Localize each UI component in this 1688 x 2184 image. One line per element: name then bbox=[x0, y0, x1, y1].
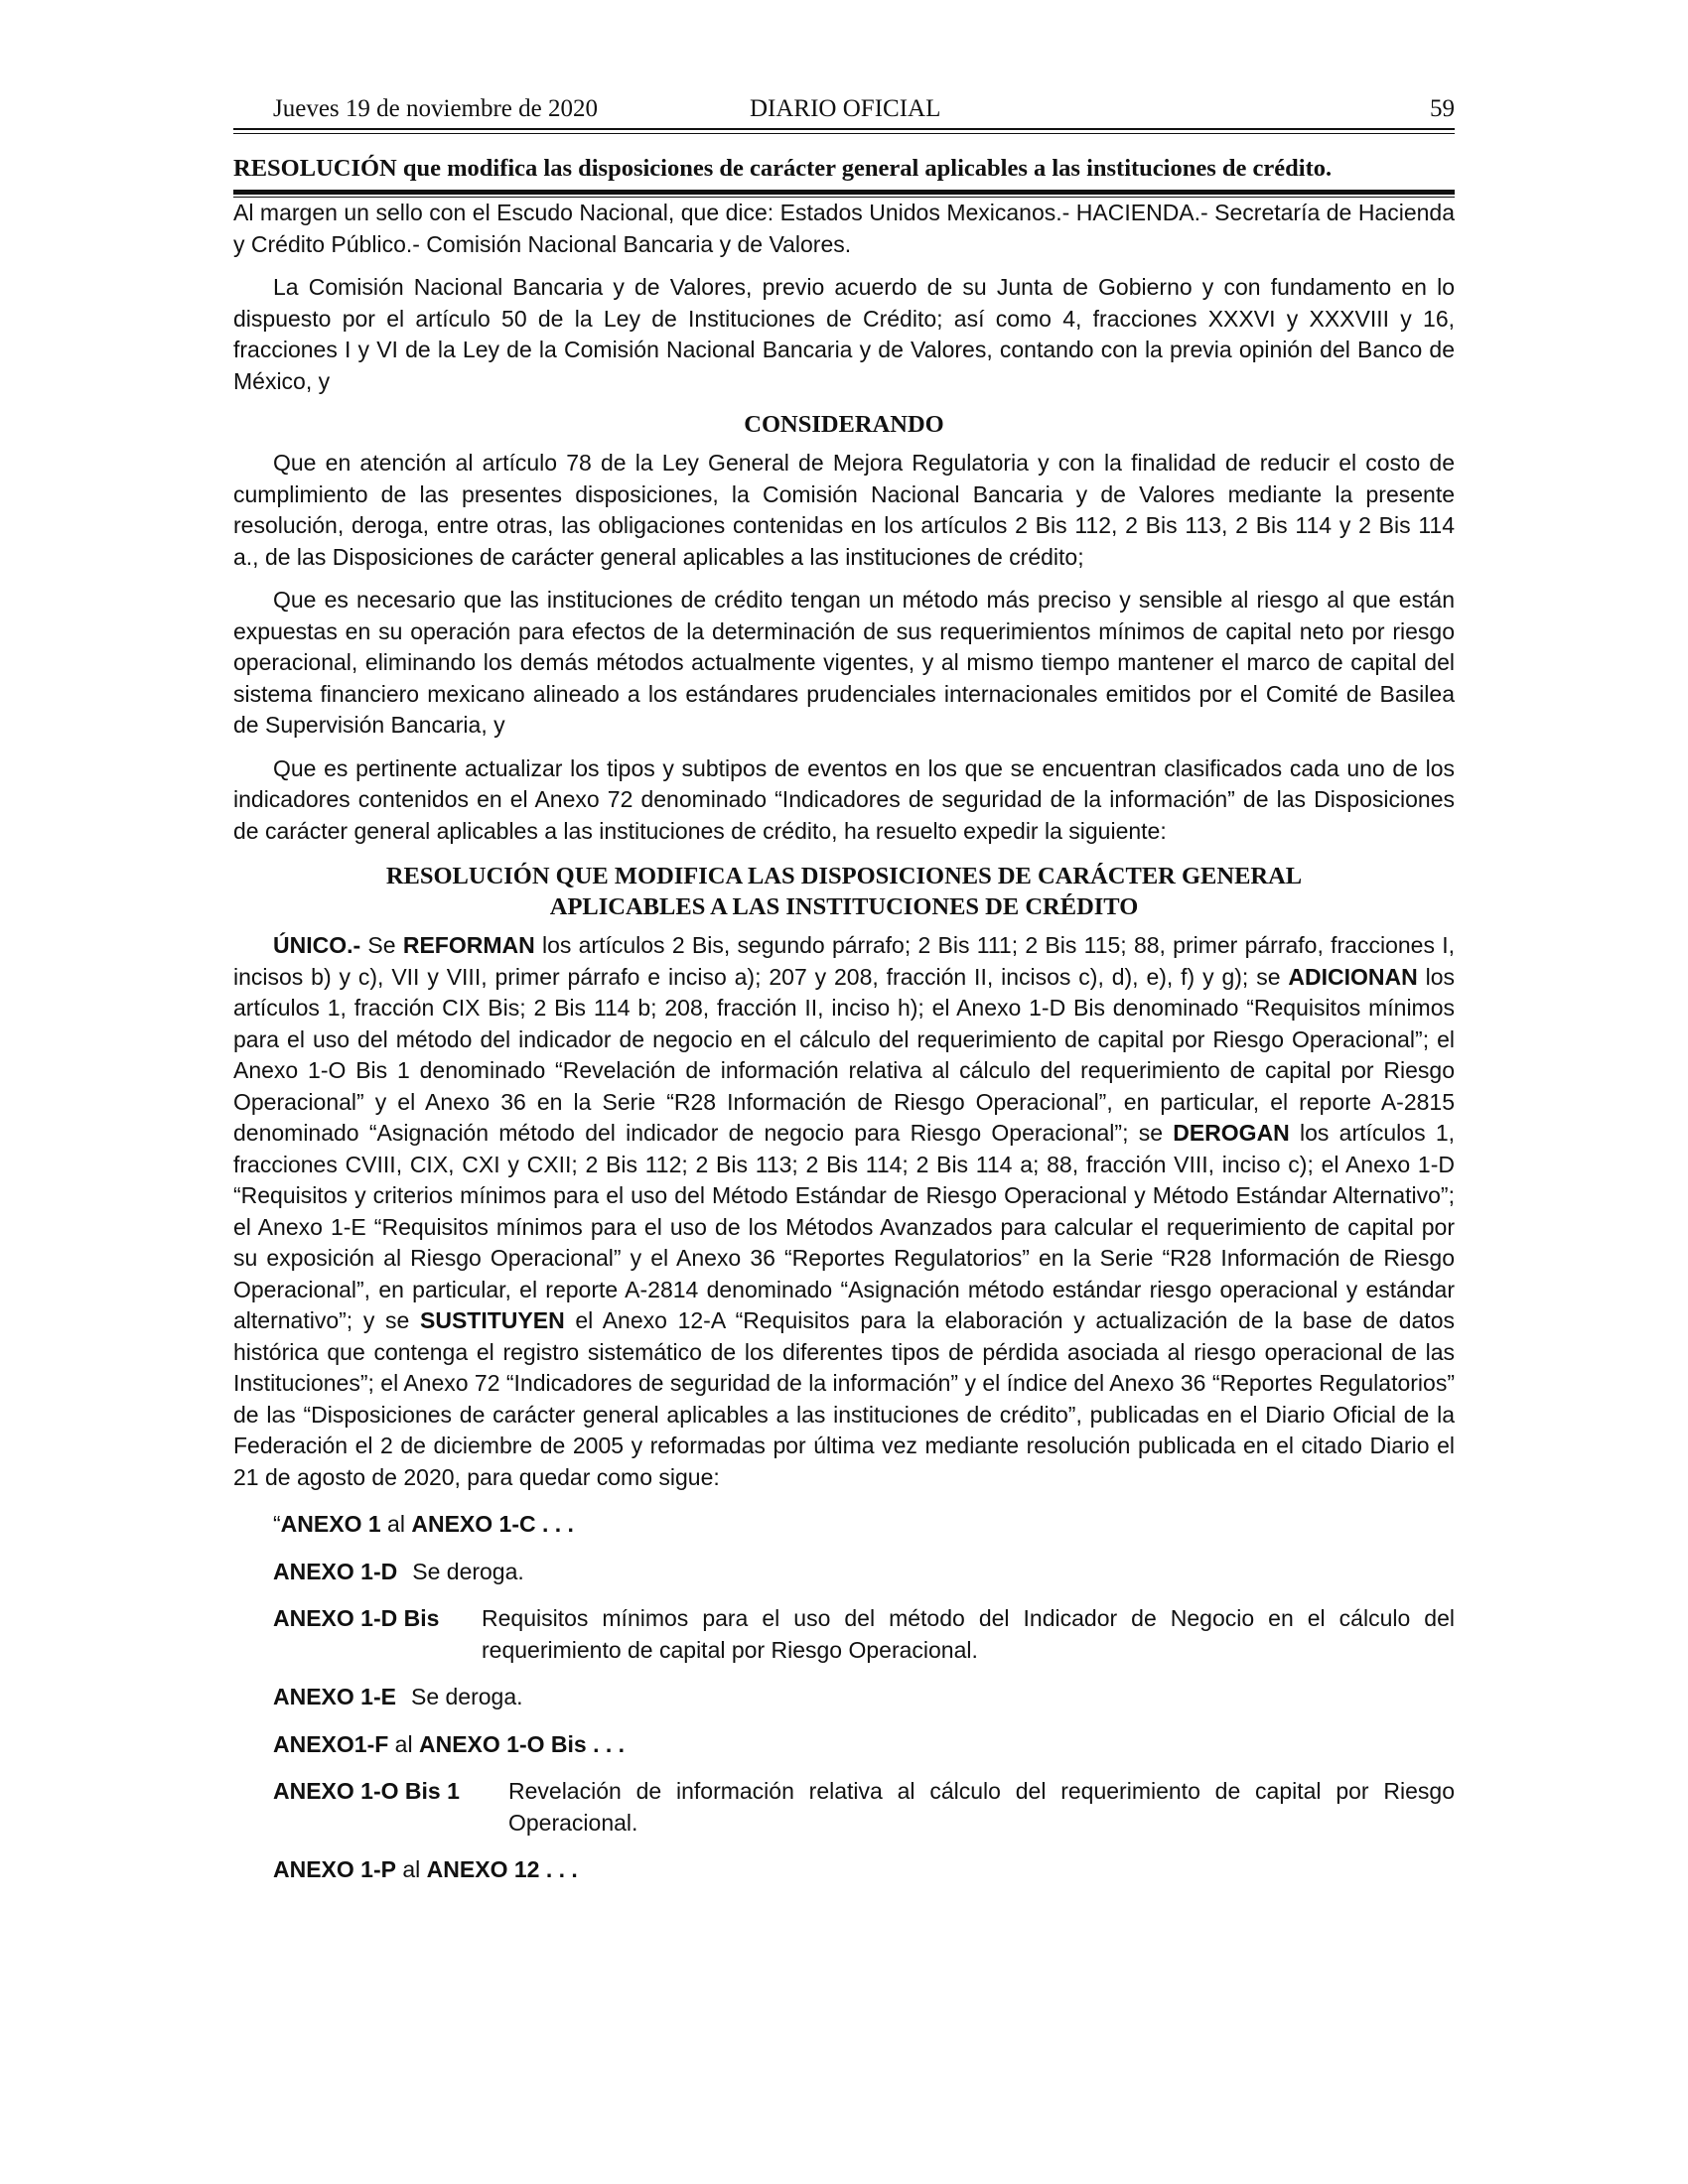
open-quote: “ bbox=[273, 1511, 281, 1537]
seal-note: Al margen un sello con el Escudo Nacional, que dice: Estados Unidos Mexicanos.- HACIENDA.- Secretaría de Hacienda y Crédito Público.- Comisión Nacional Bancaria y de Valores. bbox=[233, 200, 1455, 257]
document-page bbox=[233, 94, 1455, 1886]
sustituyen-keyword: SUSTITUYEN bbox=[420, 1307, 565, 1333]
anexo-key: ANEXO 1 bbox=[280, 1511, 381, 1537]
page-header bbox=[233, 94, 1455, 126]
anexo-key: ANEXO 1-E bbox=[273, 1684, 396, 1709]
anexo-key: ANEXO 1-P bbox=[273, 1856, 396, 1882]
preamble: La Comisión Nacional Bancaria y de Valores, previo acuerdo de su Junta de Gobierno y con fundamento en lo dispuesto por el artículo 50 de la Ley de Instituciones de Crédito; así como 4, fracciones XXXVI y XXXVIII y 16, fracciones I y VI de la Ley de la Comisión Nacional Bancaria y de Valores, contando con la previa opinión del Banco de México, y bbox=[233, 274, 1455, 394]
header-date: Jueves 19 de noviembre de 2020 bbox=[273, 95, 599, 122]
unico-paragraph bbox=[233, 930, 1455, 1493]
header-rule bbox=[233, 128, 1455, 134]
reforman-keyword: REFORMAN bbox=[402, 932, 535, 958]
header-publication: DIARIO OFICIAL bbox=[750, 95, 941, 122]
document-body bbox=[233, 198, 1455, 1886]
anexo-item bbox=[233, 1603, 1455, 1666]
adicionan-keyword: ADICIONAN bbox=[1288, 963, 1418, 990]
anexo-connector: al bbox=[380, 1511, 412, 1537]
anexo-key: ANEXO 1-D bbox=[273, 1558, 398, 1584]
anexo-key: ANEXO 1-O Bis . . . bbox=[418, 1730, 626, 1757]
anexo-item bbox=[233, 1729, 1455, 1761]
title-rule-thick bbox=[233, 190, 1455, 195]
anexo-item bbox=[233, 1854, 1455, 1886]
considerando-paragraph: Que en atención al artículo 78 de la Ley General de Mejora Regulatoria y con la finalidad de reducir el costo de cumplimiento de las presentes disposiciones, la Comisión Nacional Bancaria y de Valores mediante la presente resolución, deroga, entre otras, las obligaciones contenidas en los artículos 2 Bis 112, 2 Bis 113, 2 Bis 114 y 2 Bis 114 a., de las Disposiciones de carácter general aplicables a las instituciones de crédito; bbox=[233, 450, 1455, 570]
unico-text: Se bbox=[360, 932, 403, 958]
header-page-number: 59 bbox=[1430, 95, 1455, 122]
considerando-paragraph: Que es necesario que las instituciones de crédito tengan un método más preciso y sensible al riesgo al que están expuestas en su operación para efectos de la determinación de sus requerimientos mínimos de capital neto por riesgo operacional, eliminando los demás métodos actualmente vigentes, y al mismo tiempo mantener el marco de capital del sistema financiero mexicano alineado a los estándares prudenciales internacionales emitidos por el Comité de Basilea de Supervisión Bancaria, y bbox=[233, 587, 1455, 738]
anexo-item bbox=[233, 1557, 1455, 1588]
anexo-desc: Se deroga. bbox=[410, 1684, 523, 1709]
resolution-heading bbox=[233, 861, 1455, 922]
considerando-heading: CONSIDERANDO bbox=[744, 411, 944, 438]
resolution-heading-line: APLICABLES A LAS INSTITUCIONES DE CRÉDITO bbox=[549, 893, 1139, 920]
anexo-desc: Revelación de información relativa al cálculo del requerimiento de capital por Riesgo Operacional. bbox=[508, 1778, 1455, 1836]
anexo-key: ANEXO 1-O Bis 1 bbox=[273, 1778, 460, 1804]
derogan-keyword: DEROGAN bbox=[1173, 1120, 1290, 1146]
anexo-key: ANEXO1-F bbox=[273, 1730, 389, 1757]
unico-text: los artículos 1, fracción CIX Bis; 2 Bis 114 b; 208, fracción II, inciso h); el Anexo 1-D Bis denominado “Requisitos mínimos para el uso del método del indicador de negocio en el cálculo del requerimiento de capital por Riesgo Operacional”; el Anexo 1-O Bis 1 denominado “Revelación de información relativa al cálculo del requerimiento de capital por Riesgo Operacional” y el Anexo 36 en la Serie “R28 Información de Riesgo Operacional”, en particular, el reporte A-2815 denominado “Asignación método del indicador de negocio para Riesgo Operacional”; se bbox=[233, 963, 1456, 1146]
anexo-connector: al bbox=[395, 1856, 427, 1882]
unico-text: los artículos 2 Bis, segundo párrafo; 2 Bis 111; 2 Bis 115; 88, primer párrafo, fracciones I, incisos b) y c), VII y VIII, primer párrafo e inciso a); 207 y 208, fracción II, incisos c), d), e), f) y g); se bbox=[233, 932, 1455, 990]
anexo-item bbox=[233, 1509, 1455, 1541]
anexo-item bbox=[233, 1682, 1455, 1713]
anexo-desc: Se deroga. bbox=[412, 1558, 524, 1584]
unico-text: los artículos 1, fracciones CVIII, CIX, CXI y CXII; 2 Bis 112; 2 Bis 113; 2 Bis 114; 2 Bis 114 a; 88, fracción VIII, inciso c); el Anexo 1-D “Requisitos y criterios mínimos para el uso del Método Estándar de Riesgo Operacional y Método Estándar Alternativo”; el Anexo 1-E “Requisitos mínimos para el uso de los Métodos Avanzados para calcular el requerimiento de capital por su exposición al Riesgo Operacional” y el Anexo 36 “Reportes Regulatorios” en la Serie “R28 Información de Riesgo Operacional”, en particular, el reporte A-2814 denominado “Asignación método estándar riesgo operacional y estándar alternativo”; y se bbox=[233, 1120, 1456, 1333]
considerando-paragraph: Que es pertinente actualizar los tipos y subtipos de eventos en los que se encuentran clasificados cada uno de los indicadores contenidos en el Anexo 72 denominado “Indicadores de seguridad de la información” de las Disposiciones de carácter general aplicables a las instituciones de crédito, ha resuelto expedir la siguiente: bbox=[233, 754, 1455, 844]
anexo-key: ANEXO 12 . . . bbox=[426, 1856, 578, 1882]
unico-text: el Anexo 12-A “Requisitos para la elaboración y actualización de la base de datos histórica que contenga el registro sistemático de los diferentes tipos de pérdida asociada al riesgo operacional de las Instituciones”; el Anexo 72 “Indicadores de seguridad de la información” y el índice del Anexo 36 “Reportes Regulatorios” de las “Disposiciones de carácter general aplicables a las instituciones de crédito”, publicadas en el Diario Oficial de la Federación el 2 de diciembre de 2005 y reformadas por última vez mediante resolución publicada en el citado Diario el 21 de agosto de 2020, para quedar como sigue: bbox=[233, 1307, 1455, 1490]
unico-label: ÚNICO.- bbox=[273, 932, 361, 958]
anexo-item bbox=[233, 1776, 1455, 1839]
document-title: RESOLUCIÓN que modifica las disposiciones de carácter general aplicables a las instituciones de crédito. bbox=[233, 155, 1333, 182]
anexo-desc: Requisitos mínimos para el uso del método del Indicador de Negocio en el cálculo del requerimiento de capital por Riesgo Operacional. bbox=[482, 1605, 1455, 1663]
anexo-key: ANEXO 1-C . . . bbox=[411, 1511, 574, 1537]
anexo-key: ANEXO 1-D Bis bbox=[273, 1605, 440, 1631]
anexo-connector: al bbox=[388, 1730, 419, 1757]
resolution-heading-line: RESOLUCIÓN QUE MODIFICA LAS DISPOSICIONES DE CARÁCTER GENERAL bbox=[385, 863, 1303, 889]
